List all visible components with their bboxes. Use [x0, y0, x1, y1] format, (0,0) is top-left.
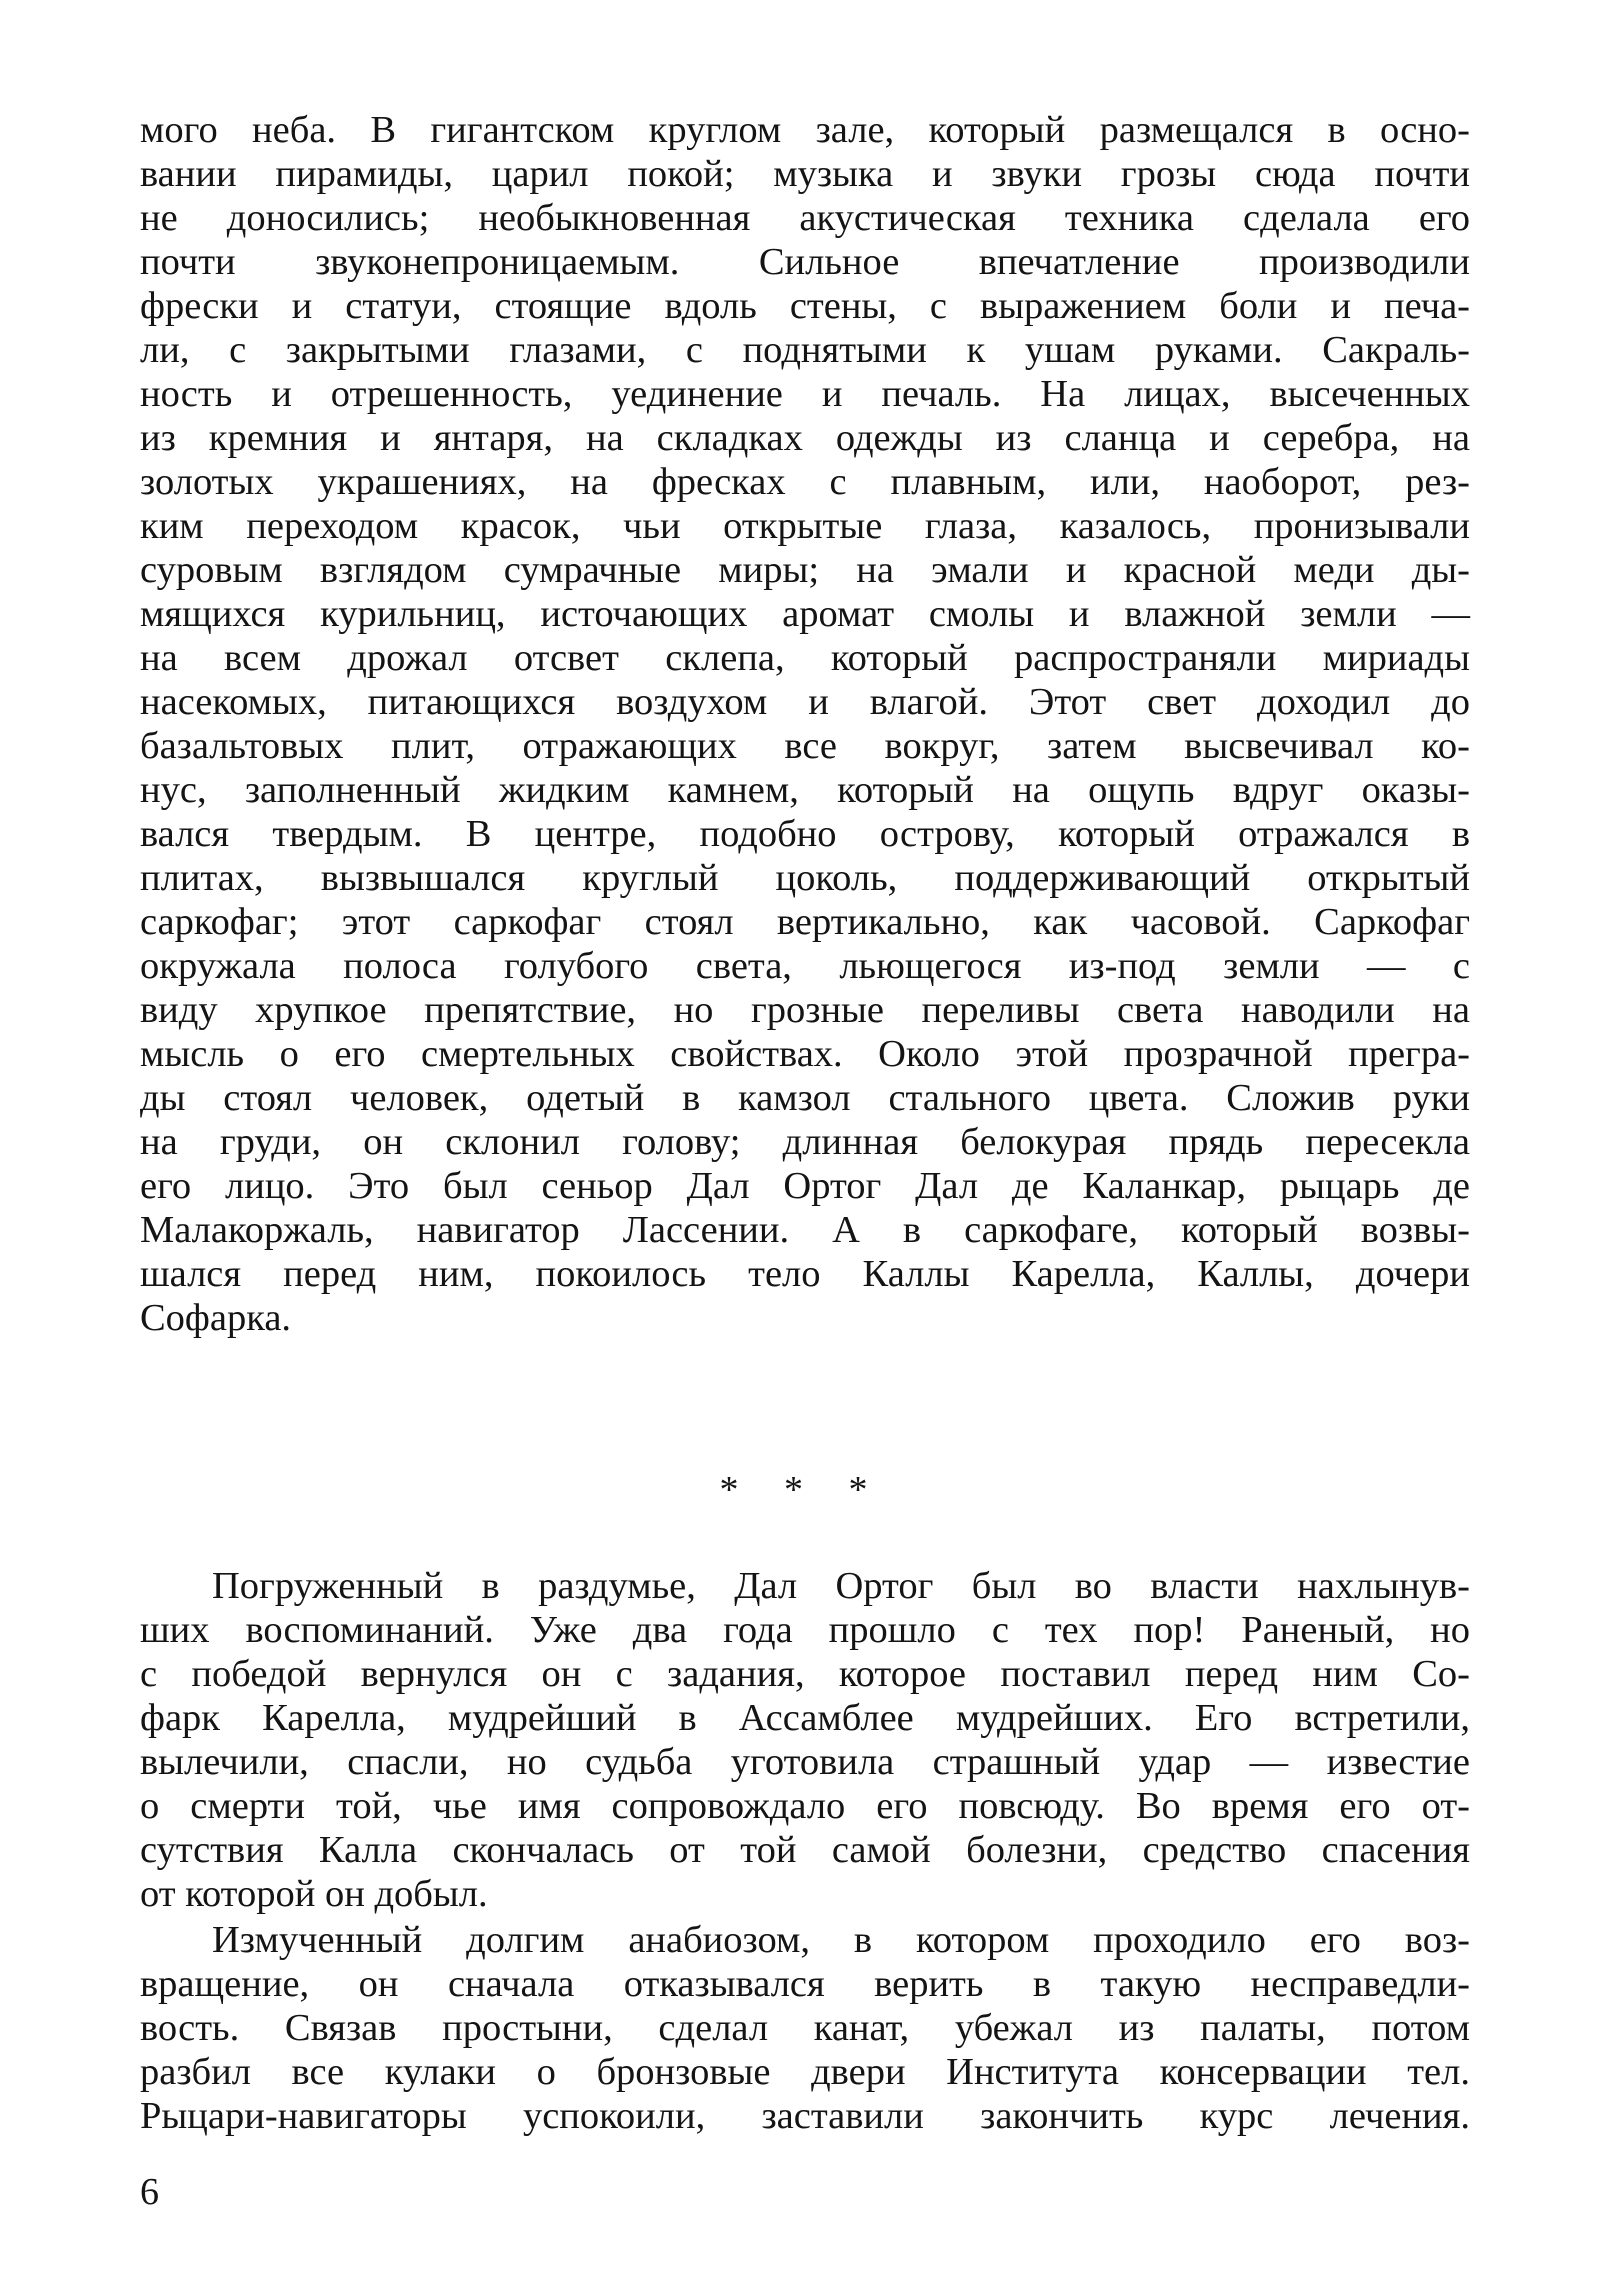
- text-line: Софарка.: [140, 1297, 292, 1339]
- text-line: от которой он добыл.: [140, 1873, 488, 1915]
- text-line: вращение, он сначала отказывался верить в такую несправедли-: [140, 1963, 1470, 2005]
- text-line: с победой вернулся он с задания, которое поставил перед ним Со-: [140, 1653, 1470, 1695]
- text-line: мящихся курильниц, источающих аромат смолы и влажной земли —: [140, 593, 1470, 635]
- text-line: плитах, вызвышался круглый цоколь, поддерживающий открытый: [140, 857, 1470, 899]
- text-line: ность и отрешенность, уединение и печаль. На лицах, высеченных: [140, 373, 1470, 415]
- text-line: фарк Карелла, мудрейший в Ассамблее мудрейших. Его встретили,: [140, 1697, 1470, 1739]
- text-line: Погруженный в раздумье, Дал Ортог был во власти нахлынув-: [212, 1565, 1470, 1607]
- text-line: о смерти той, чье имя сопровождало его повсюду. Во время его от-: [140, 1785, 1470, 1827]
- text-line: его лицо. Это был сеньор Дал Ортог Дал де Каланкар, рыцарь де: [140, 1165, 1470, 1207]
- text-line: не доносились; необыкновенная акустическая техника сделала его: [140, 197, 1470, 239]
- text-line: на груди, он склонил голову; длинная белокурая прядь пересекла: [140, 1121, 1470, 1163]
- text-line: ших воспоминаний. Уже два года прошло с тех пор! Раненый, но: [140, 1609, 1470, 1651]
- text-line: вылечили, спасли, но судьба уготовила страшный удар — известие: [140, 1741, 1470, 1783]
- text-line: нус, заполненный жидким камнем, который на ощупь вдруг оказы-: [140, 769, 1470, 811]
- text-line: мысль о его смертельных свойствах. Около этой прозрачной прегра-: [140, 1033, 1470, 1075]
- text-line: насекомых, питающихся воздухом и влагой. Этот свет доходил до: [140, 681, 1470, 723]
- section-separator: * * *: [719, 1469, 886, 1511]
- text-line: из кремния и янтаря, на складках одежды из сланца и серебра, на: [140, 417, 1470, 459]
- text-line: вость. Связав простыни, сделал канат, убежал из палаты, потом: [140, 2007, 1470, 2049]
- text-line: шался перед ним, покоилось тело Каллы Карелла, Каллы, дочери: [140, 1253, 1470, 1295]
- text-line: ли, с закрытыми глазами, с поднятыми к ушам руками. Сакраль-: [140, 329, 1470, 371]
- text-line: мого неба. В гигантском круглом зале, который размещался в осно-: [140, 109, 1470, 151]
- text-line: почти звуконепроницаемым. Сильное впечатление производили: [140, 241, 1470, 283]
- text-line: ким переходом красок, чьи открытые глаза, казалось, пронизывали: [140, 505, 1470, 547]
- text-line: Рыцари-навигаторы успокоили, заставили закончить курс лечения.: [140, 2095, 1470, 2137]
- text-line: Малакоржаль, навигатор Лассении. А в саркофаге, который возвы-: [140, 1209, 1470, 1251]
- text-line: суровым взглядом сумрачные миры; на эмали и красной меди ды-: [140, 549, 1470, 591]
- text-line: золотых украшениях, на фресках с плавным, или, наоборот, рез-: [140, 461, 1470, 503]
- text-line: Измученный долгим анабиозом, в котором проходило его воз-: [212, 1919, 1470, 1961]
- text-line: базальтовых плит, отражающих все вокруг, затем высвечивал ко-: [140, 725, 1470, 767]
- text-line: разбил все кулаки о бронзовые двери Института консервации тел.: [140, 2051, 1470, 2093]
- text-line: саркофаг; этот саркофаг стоял вертикально, как часовой. Саркофаг: [140, 901, 1470, 943]
- text-line: вался твердым. В центре, подобно острову, который отражался в: [140, 813, 1470, 855]
- text-line: сутствия Калла скончалась от той самой болезни, средство спасения: [140, 1829, 1470, 1871]
- text-line: окружала полоса голубого света, льющегося из-под земли — с: [140, 945, 1470, 987]
- text-line: вании пирамиды, царил покой; музыка и звуки грозы сюда почти: [140, 153, 1470, 195]
- text-line: ды стоял человек, одетый в камзол стального цвета. Сложив руки: [140, 1077, 1470, 1119]
- text-line: виду хрупкое препятствие, но грозные переливы света наводили на: [140, 989, 1470, 1031]
- text-line: на всем дрожал отсвет склепа, который распространяли мириады: [140, 637, 1470, 679]
- text-line: фрески и статуи, стоящие вдоль стены, с выражением боли и печа-: [140, 285, 1470, 327]
- page-number: 6: [140, 2171, 159, 2213]
